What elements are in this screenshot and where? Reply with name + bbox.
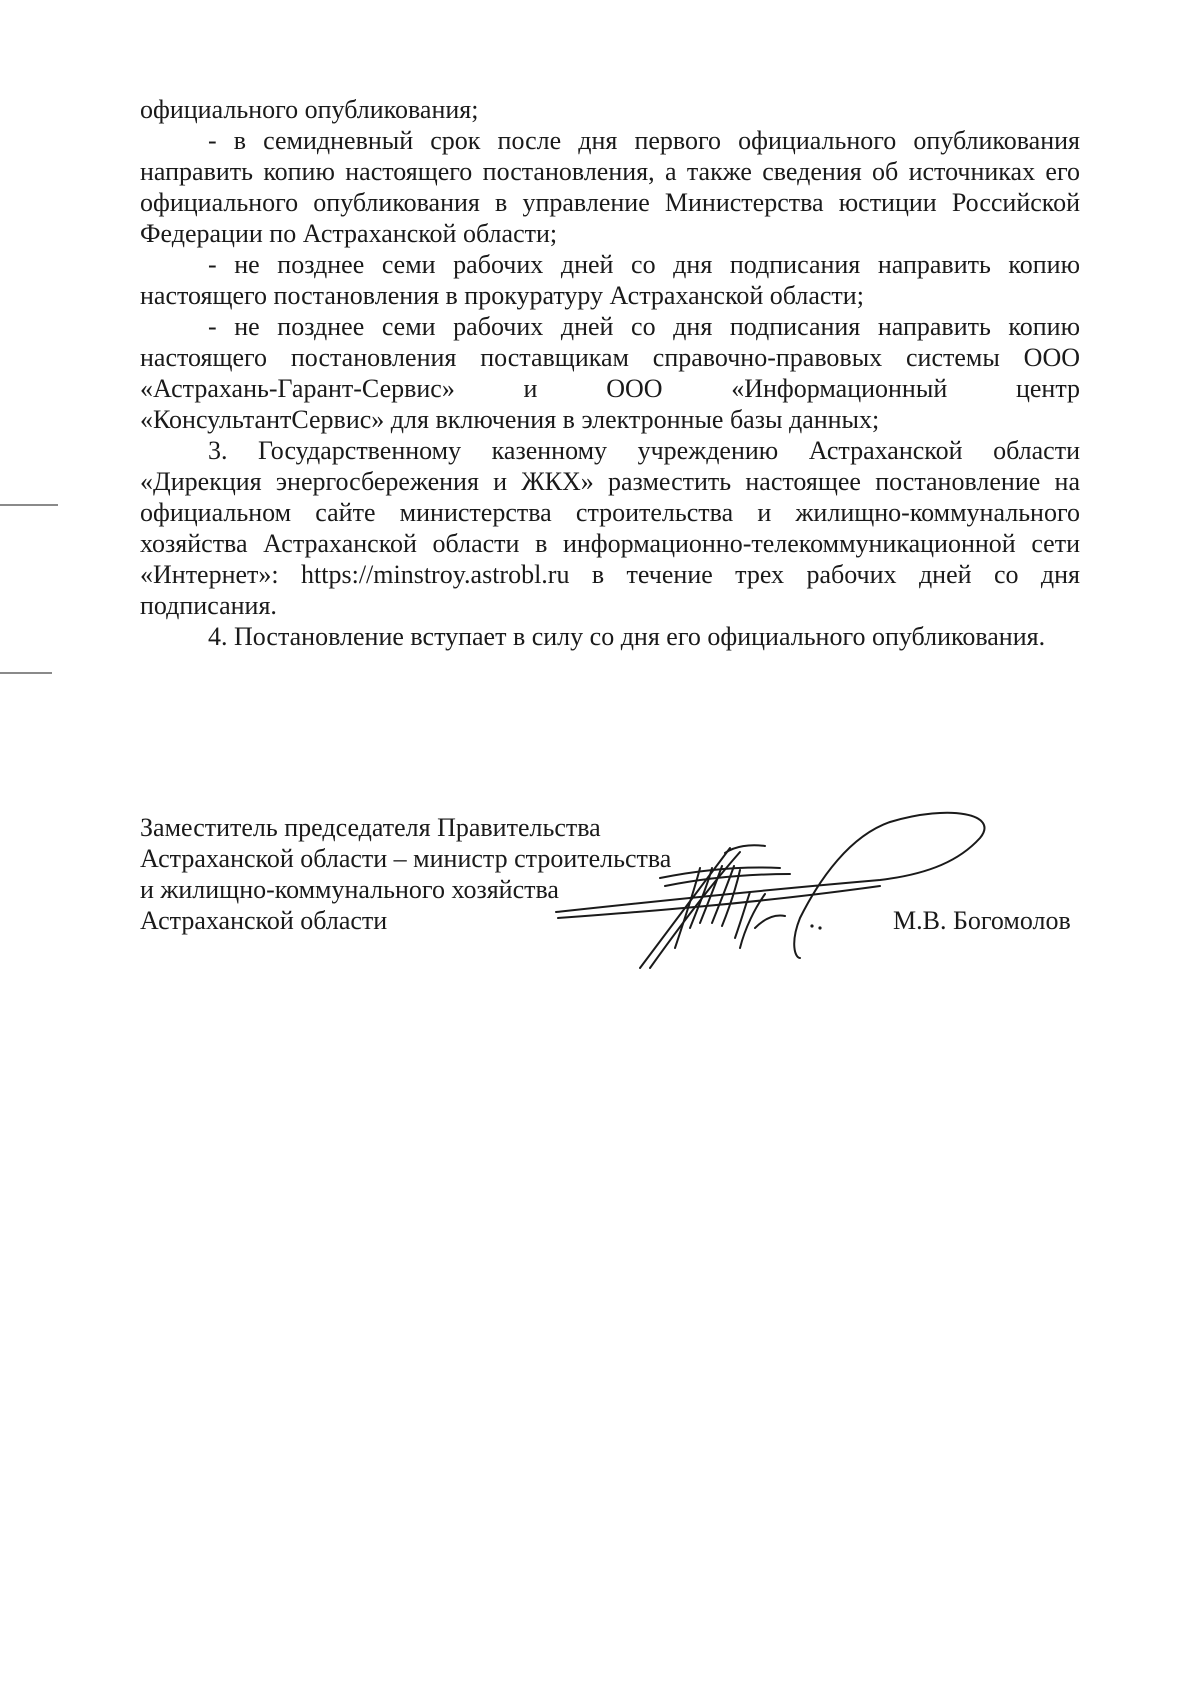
handwritten-signature: [550, 808, 990, 978]
signer-name: М.В. Богомолов: [893, 906, 1071, 935]
paragraph-5: 3. Государственному казенному учреждению Астраханской области «Дирекция энергосбережения и ЖКХ» разместить настоящее постановление на официальном сайте министерства строительства и жилищно-коммунального хозяйства Астраханской области в информационно-телекоммуникационной сети «Интернет»: https://minstroy.astrobl.ru в течение трех рабочих дней со дня подписания.: [140, 436, 1080, 620]
scan-artifact: [0, 504, 58, 506]
paragraph-6: 4. Постановление вступает в силу со дня его официального опубликования.: [208, 622, 1046, 651]
signer-position-line-1: Заместитель председателя Правительства: [140, 813, 601, 842]
signer-position-line-3: и жилищно-коммунального хозяйства: [140, 875, 559, 904]
paragraph-3: - не позднее семи рабочих дней со дня подписания направить копию настоящего постановления в прокуратуру Астраханской области;: [140, 250, 1080, 310]
signer-position-line-4: Астраханской области: [140, 906, 388, 935]
scan-artifact: [0, 672, 52, 674]
paragraph-1: официального опубликования;: [140, 95, 479, 124]
body-text: [140, 94, 1080, 652]
paragraph-4: - не позднее семи рабочих дней со дня подписания направить копию настоящего постановления поставщикам справочно-правовых системы ООО «Астрахань-Гарант-Сервис» и ООО «Информационный центр «КонсультантСервис» для включения в электронные базы данных;: [140, 312, 1080, 434]
signer-position-line-2: Астраханской области – министр строительства: [140, 844, 672, 873]
paragraph-2: - в семидневный срок после дня первого официального опубликования направить копию настоящего постановления, а также сведения об источниках его официального опубликования в управление Министерства юстиции Российской Федерации по Астраханской области;: [140, 126, 1080, 248]
